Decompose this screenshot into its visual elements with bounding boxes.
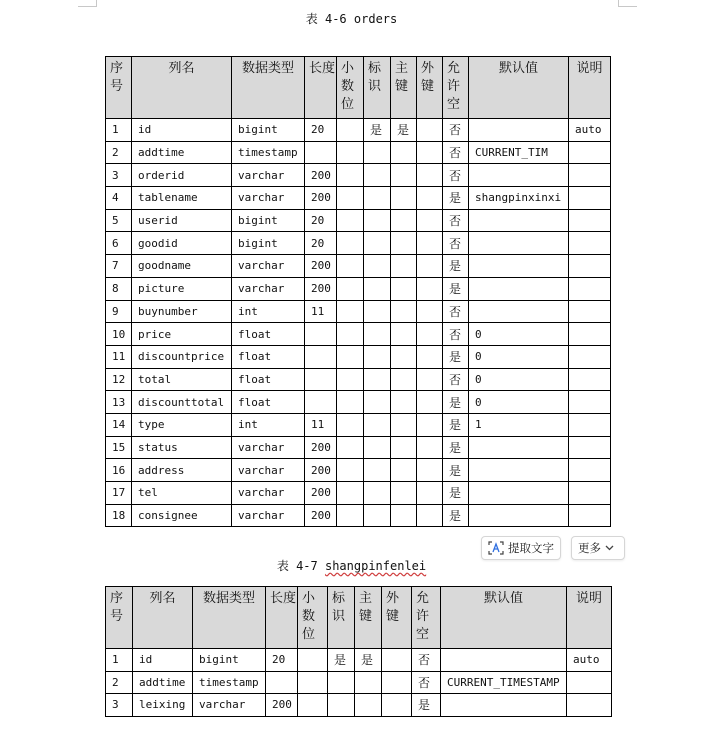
table1-cell: discountprice xyxy=(132,345,232,368)
table1-cell xyxy=(337,164,364,187)
table1-cell xyxy=(337,277,364,300)
table1-cell: discounttotal xyxy=(132,391,232,414)
table1-cell: 6 xyxy=(106,232,132,255)
table1-cell xyxy=(417,277,443,300)
table2-cell: 否 xyxy=(412,671,441,694)
table1-cell: 是 xyxy=(443,413,469,436)
table1-cell xyxy=(391,255,417,278)
table1-cell xyxy=(417,391,443,414)
table1-body xyxy=(106,119,611,527)
table1-cell: 1 xyxy=(469,413,569,436)
table1-cell xyxy=(305,141,337,164)
table1-cell xyxy=(417,187,443,210)
table1-cell xyxy=(364,459,391,482)
table1-cell: 0 xyxy=(469,368,569,391)
table1-cell xyxy=(469,504,569,527)
table1-cell xyxy=(337,459,364,482)
table2-cell: CURRENT_TIMESTAMP xyxy=(441,671,567,694)
table1-row xyxy=(106,436,611,459)
table1-header-cell: 默认值 xyxy=(469,57,569,119)
table1-cell xyxy=(305,345,337,368)
table1-caption-name: orders xyxy=(353,12,398,26)
table1-cell xyxy=(569,141,611,164)
table1-cell: 200 xyxy=(305,277,337,300)
table1-cell xyxy=(337,232,364,255)
text-recognition-icon xyxy=(488,541,504,555)
table1-cell: 1 xyxy=(106,119,132,142)
table2-cell xyxy=(355,671,382,694)
table1-cell: 是 xyxy=(443,436,469,459)
table1-cell: address xyxy=(132,459,232,482)
table1-cell: picture xyxy=(132,277,232,300)
table1-row xyxy=(106,119,611,142)
table1-cell xyxy=(337,482,364,505)
table1-cell xyxy=(569,482,611,505)
table1-row xyxy=(106,345,611,368)
table1-cell xyxy=(337,187,364,210)
table1-cell xyxy=(391,164,417,187)
table2-cell: 是 xyxy=(355,649,382,672)
table1-cell: price xyxy=(132,323,232,346)
table1-row xyxy=(106,482,611,505)
table2-cell: 是 xyxy=(412,694,441,717)
table1-row xyxy=(106,368,611,391)
table2-header-cell: 允许空 xyxy=(412,587,441,649)
table2-cell xyxy=(355,694,382,717)
table1-cell xyxy=(364,300,391,323)
table1-cell xyxy=(364,323,391,346)
table2-header-cell: 数据类型 xyxy=(193,587,266,649)
table2-shangpinfenlei xyxy=(105,586,612,717)
table1-cell: 200 xyxy=(305,255,337,278)
table1-cell xyxy=(417,345,443,368)
table1-cell: bigint xyxy=(232,209,305,232)
table1-cell xyxy=(391,482,417,505)
table1-cell: 是 xyxy=(443,504,469,527)
table2-caption-name: shangpinfenlei xyxy=(324,559,427,573)
table1-row xyxy=(106,232,611,255)
table1-cell xyxy=(364,413,391,436)
table1-header-cell: 标识 xyxy=(364,57,391,119)
table1-cell xyxy=(417,482,443,505)
table1-cell: 14 xyxy=(106,413,132,436)
chevron-down-icon xyxy=(605,545,614,551)
table2-header-cell: 说明 xyxy=(567,587,612,649)
table1-cell: 否 xyxy=(443,141,469,164)
table1-header-cell: 长度 xyxy=(305,57,337,119)
table1-cell xyxy=(337,300,364,323)
table1-cell xyxy=(417,436,443,459)
table1-cell xyxy=(337,345,364,368)
table2-cell: 是 xyxy=(328,649,355,672)
table1-cell: 0 xyxy=(469,323,569,346)
table1-cell xyxy=(417,504,443,527)
table1-caption xyxy=(0,10,703,27)
table2-cell xyxy=(441,694,567,717)
table2-cell: 1 xyxy=(106,649,133,672)
table1-cell xyxy=(391,391,417,414)
table1-cell: 是 xyxy=(443,277,469,300)
table1-cell: 200 xyxy=(305,164,337,187)
table1-cell xyxy=(469,209,569,232)
table1-cell: 200 xyxy=(305,482,337,505)
table1-cell xyxy=(305,323,337,346)
table1-header-cell: 允许空 xyxy=(443,57,469,119)
table2-cell xyxy=(328,671,355,694)
table1-cell: 否 xyxy=(443,368,469,391)
table1-cell xyxy=(391,323,417,346)
table2-cell xyxy=(266,671,298,694)
table2-cell: 200 xyxy=(266,694,298,717)
table2-cell xyxy=(382,671,412,694)
table1-cell xyxy=(391,300,417,323)
table1-cell: float xyxy=(232,391,305,414)
table2-cell: timestamp xyxy=(193,671,266,694)
page-corner-mark-right xyxy=(618,0,637,7)
table1-cell xyxy=(417,368,443,391)
table1-cell xyxy=(391,504,417,527)
table1-cell: 否 xyxy=(443,300,469,323)
table1-cell xyxy=(417,300,443,323)
table1-cell xyxy=(337,323,364,346)
table1-row xyxy=(106,323,611,346)
table1-row xyxy=(106,459,611,482)
table1-cell: 是 xyxy=(391,119,417,142)
table1-cell: 11 xyxy=(106,345,132,368)
table1-cell xyxy=(391,209,417,232)
table1-cell: varchar xyxy=(232,277,305,300)
table1-cell: userid xyxy=(132,209,232,232)
table1-cell xyxy=(417,209,443,232)
table1-cell: float xyxy=(232,323,305,346)
table1-cell xyxy=(417,255,443,278)
table1-cell xyxy=(337,209,364,232)
table1-cell: varchar xyxy=(232,482,305,505)
table1-cell xyxy=(469,232,569,255)
table1-cell: 否 xyxy=(443,119,469,142)
table2-cell xyxy=(382,649,412,672)
table1-cell xyxy=(391,187,417,210)
table1-cell: total xyxy=(132,368,232,391)
table1-cell: 否 xyxy=(443,164,469,187)
table1-cell xyxy=(364,368,391,391)
table2-header-cell: 默认值 xyxy=(441,587,567,649)
table2-row xyxy=(106,694,612,717)
table1-cell xyxy=(364,436,391,459)
table2-header-row xyxy=(106,587,612,649)
table1-cell xyxy=(417,232,443,255)
table1-cell: consignee xyxy=(132,504,232,527)
table1-cell xyxy=(569,504,611,527)
table1-cell xyxy=(469,255,569,278)
table1-cell: 7 xyxy=(106,255,132,278)
table1-cell: 15 xyxy=(106,436,132,459)
table1-cell xyxy=(569,300,611,323)
table1-row xyxy=(106,187,611,210)
table1-cell: 200 xyxy=(305,187,337,210)
table2-cell xyxy=(441,649,567,672)
table1-cell xyxy=(469,436,569,459)
table1-row xyxy=(106,300,611,323)
table1-cell: 是 xyxy=(443,459,469,482)
table2-cell: bigint xyxy=(193,649,266,672)
table1-cell: 20 xyxy=(305,232,337,255)
table1-cell: 20 xyxy=(305,119,337,142)
table1-cell: int xyxy=(232,300,305,323)
table1-cell: 10 xyxy=(106,323,132,346)
table2-cell xyxy=(298,649,328,672)
table1-row xyxy=(106,255,611,278)
table1-row xyxy=(106,391,611,414)
table1-cell: 9 xyxy=(106,300,132,323)
more-label: 更多 xyxy=(578,541,601,555)
table1-cell xyxy=(364,277,391,300)
table1-cell xyxy=(391,277,417,300)
table2-cell xyxy=(382,694,412,717)
table1-cell xyxy=(364,209,391,232)
table2-cell xyxy=(298,671,328,694)
table1-cell: 是 xyxy=(443,482,469,505)
table1-cell: tel xyxy=(132,482,232,505)
table1-cell xyxy=(337,141,364,164)
table1-cell xyxy=(569,164,611,187)
table2-cell xyxy=(567,694,612,717)
table1-cell: 0 xyxy=(469,345,569,368)
table1-cell: 否 xyxy=(443,209,469,232)
table1-cell xyxy=(364,164,391,187)
table2-row xyxy=(106,649,612,672)
table1-cell: float xyxy=(232,345,305,368)
table2-cell: 否 xyxy=(412,649,441,672)
table1-header-cell: 说明 xyxy=(569,57,611,119)
table1-cell xyxy=(305,391,337,414)
table2-header-cell: 标识 xyxy=(328,587,355,649)
table1-cell: 18 xyxy=(106,504,132,527)
table1-cell xyxy=(569,232,611,255)
table1-cell xyxy=(417,164,443,187)
table1-row xyxy=(106,141,611,164)
extract-text-label: 提取文字 xyxy=(508,541,554,555)
table2-caption xyxy=(0,557,703,574)
table2-cell: auto xyxy=(567,649,612,672)
table1-row xyxy=(106,504,611,527)
table1-cell: id xyxy=(132,119,232,142)
table1-cell: 是 xyxy=(443,391,469,414)
table1-cell: 20 xyxy=(305,209,337,232)
table1-cell xyxy=(337,255,364,278)
table1-cell xyxy=(391,368,417,391)
table1-cell xyxy=(417,141,443,164)
table2-cell: addtime xyxy=(133,671,193,694)
table2-row xyxy=(106,671,612,694)
table1-row xyxy=(106,277,611,300)
table2-cell: leixing xyxy=(133,694,193,717)
table1-cell: tablename xyxy=(132,187,232,210)
table1-header-cell: 序号 xyxy=(106,57,132,119)
table1-cell xyxy=(337,413,364,436)
table1-cell xyxy=(305,368,337,391)
table1-cell: goodid xyxy=(132,232,232,255)
table1-cell xyxy=(337,368,364,391)
table1-caption-prefix: 表 4-6 xyxy=(305,12,347,26)
table2-cell xyxy=(567,671,612,694)
table1-cell: addtime xyxy=(132,141,232,164)
table1-cell: 是 xyxy=(443,345,469,368)
table1-row xyxy=(106,209,611,232)
table1-cell: 否 xyxy=(443,323,469,346)
table1-cell: 12 xyxy=(106,368,132,391)
table1-cell: timestamp xyxy=(232,141,305,164)
table1-cell xyxy=(569,277,611,300)
table2-header-cell: 主键 xyxy=(355,587,382,649)
table1-cell: varchar xyxy=(232,187,305,210)
table1-header-row xyxy=(106,57,611,119)
table1-cell: 16 xyxy=(106,459,132,482)
table1-cell: 200 xyxy=(305,459,337,482)
table1-cell: varchar xyxy=(232,459,305,482)
table2-body xyxy=(106,649,612,717)
table1-cell xyxy=(569,368,611,391)
table1-cell xyxy=(391,345,417,368)
table1-cell: shangpinxinxi xyxy=(469,187,569,210)
table1-cell xyxy=(469,459,569,482)
table2-caption-prefix: 表 4-7 xyxy=(276,559,318,573)
table1-cell xyxy=(391,436,417,459)
table1-cell: 4 xyxy=(106,187,132,210)
table1-cell xyxy=(569,345,611,368)
table1-cell xyxy=(469,277,569,300)
table1-cell xyxy=(364,345,391,368)
table1-cell: varchar xyxy=(232,504,305,527)
table2-header-cell: 外键 xyxy=(382,587,412,649)
table1-cell: 8 xyxy=(106,277,132,300)
table1-cell: 否 xyxy=(443,232,469,255)
table2-header-cell: 长度 xyxy=(266,587,298,649)
table1-cell: 是 xyxy=(364,119,391,142)
table1-cell: CURRENT_TIM xyxy=(469,141,569,164)
table1-cell: auto xyxy=(569,119,611,142)
table1-cell: buynumber xyxy=(132,300,232,323)
table1-cell: goodname xyxy=(132,255,232,278)
table1-cell xyxy=(569,391,611,414)
table1-cell xyxy=(364,232,391,255)
table1-cell xyxy=(417,459,443,482)
table1-cell xyxy=(469,482,569,505)
table1-row xyxy=(106,413,611,436)
table1-cell: 0 xyxy=(469,391,569,414)
table1-cell: 200 xyxy=(305,504,337,527)
table1-cell xyxy=(364,391,391,414)
table1-cell: status xyxy=(132,436,232,459)
table1-cell: 17 xyxy=(106,482,132,505)
table1-cell xyxy=(391,459,417,482)
table1-cell: 11 xyxy=(305,300,337,323)
table2-header-cell: 列名 xyxy=(133,587,193,649)
table1-cell xyxy=(337,391,364,414)
table2-header-cell: 序号 xyxy=(106,587,133,649)
table1-cell xyxy=(469,164,569,187)
table1-cell: 11 xyxy=(305,413,337,436)
table1-header-cell: 小数位 xyxy=(337,57,364,119)
table1-orders xyxy=(105,56,611,527)
table1-cell xyxy=(391,232,417,255)
table2-cell xyxy=(328,694,355,717)
table1-cell xyxy=(337,119,364,142)
table1-cell: 3 xyxy=(106,164,132,187)
table1-cell: 200 xyxy=(305,436,337,459)
page-corner-mark-left xyxy=(78,0,97,7)
table1-cell: 13 xyxy=(106,391,132,414)
table1-cell xyxy=(569,459,611,482)
table2-header-cell: 小数位 xyxy=(298,587,328,649)
table1-row xyxy=(106,164,611,187)
table1-cell: varchar xyxy=(232,164,305,187)
table1-header-cell: 主键 xyxy=(391,57,417,119)
table1-cell xyxy=(417,323,443,346)
table2-cell: id xyxy=(133,649,193,672)
table1-cell: varchar xyxy=(232,436,305,459)
table1-cell xyxy=(569,187,611,210)
table1-cell xyxy=(569,255,611,278)
table1-cell xyxy=(569,413,611,436)
table1-cell xyxy=(364,482,391,505)
table2-cell xyxy=(298,694,328,717)
table1-cell xyxy=(569,436,611,459)
table1-cell xyxy=(469,119,569,142)
table1-cell xyxy=(364,504,391,527)
table1-cell xyxy=(337,504,364,527)
table1-cell: bigint xyxy=(232,232,305,255)
table1-cell xyxy=(417,413,443,436)
table1-cell xyxy=(569,209,611,232)
table1-cell xyxy=(337,436,364,459)
table1-cell xyxy=(364,141,391,164)
table1-cell xyxy=(391,413,417,436)
table1-cell: int xyxy=(232,413,305,436)
table1-cell: float xyxy=(232,368,305,391)
table1-header-cell: 列名 xyxy=(132,57,232,119)
table1-cell: type xyxy=(132,413,232,436)
table2-cell: 20 xyxy=(266,649,298,672)
table1-header-cell: 数据类型 xyxy=(232,57,305,119)
table2-cell: 3 xyxy=(106,694,133,717)
table1-cell xyxy=(469,300,569,323)
table1-cell xyxy=(391,141,417,164)
table1-cell xyxy=(364,255,391,278)
table1-cell xyxy=(417,119,443,142)
table1-cell: 2 xyxy=(106,141,132,164)
table1-header-cell: 外键 xyxy=(417,57,443,119)
table1-cell: orderid xyxy=(132,164,232,187)
table1-cell: bigint xyxy=(232,119,305,142)
table1-cell: 5 xyxy=(106,209,132,232)
table2-cell: 2 xyxy=(106,671,133,694)
table1-cell xyxy=(364,187,391,210)
table1-cell: 是 xyxy=(443,255,469,278)
table1-cell: 是 xyxy=(443,187,469,210)
table2-cell: varchar xyxy=(193,694,266,717)
table1-cell xyxy=(569,323,611,346)
table1-cell: varchar xyxy=(232,255,305,278)
